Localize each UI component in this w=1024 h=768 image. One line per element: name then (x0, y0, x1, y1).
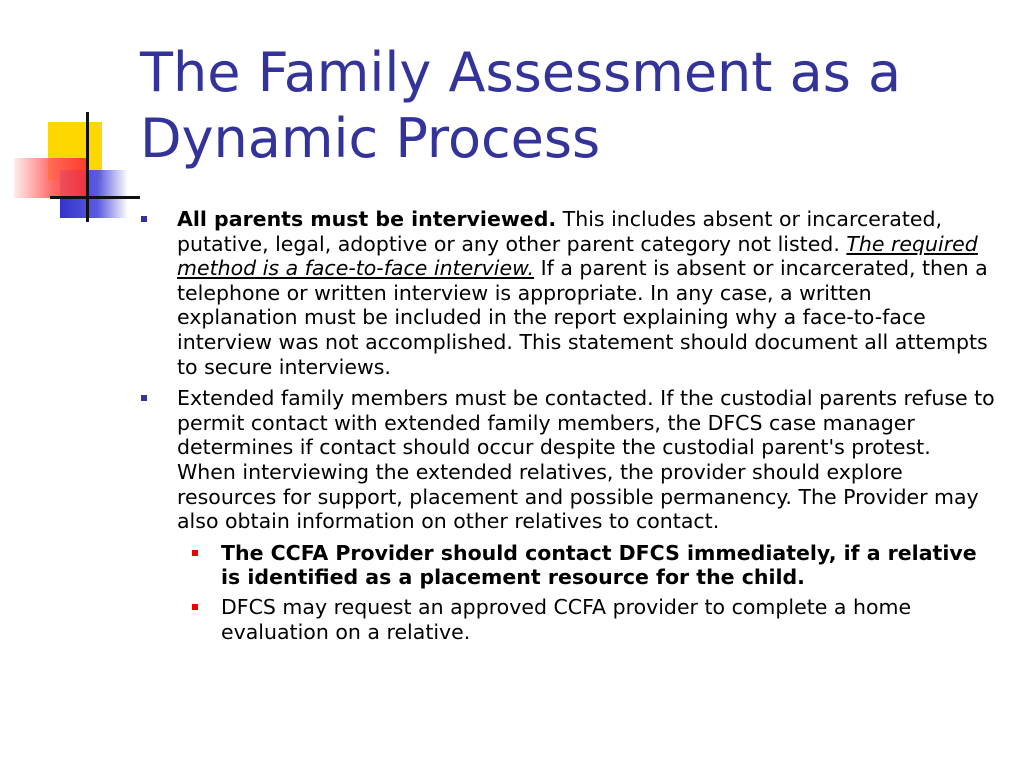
horizontal-line (50, 196, 140, 199)
vertical-line (86, 112, 89, 222)
red-square-bullet-icon (192, 604, 198, 610)
bullet-text: If a parent is absent or incarcerated, then a telephone or written interview is appropriate. In any case, a written explanation must be included in the report explaining why a face-to-face interview was not accomplished. This statement should document all attempts to secure interviews. (177, 256, 988, 379)
slide-title: The Family Assessment as a Dynamic Process (140, 41, 902, 170)
slide-body (140, 207, 996, 649)
sub-bullet-text: DFCS may request an approved CCFA provider to complete a home evaluation on a relative. (221, 594, 912, 644)
red-square (14, 158, 86, 198)
bullet-emphasis: The required method is a face-to-face interview. (177, 231, 978, 281)
square-bullet-icon (141, 395, 147, 401)
bullet-text: This includes absent or incarcerated, putative, legal, adoptive or any other parent category not listed. (177, 207, 943, 256)
bullet-lead-bold: All parents must be interviewed. (177, 207, 557, 231)
sub-bullet-text: The CCFA Provider should contact DFCS immediately, if a relative is identified as a placement resource for the child. (221, 540, 977, 590)
sub-bullet-contact-dfcs (140, 541, 996, 590)
bullet-parents-interviewed (140, 207, 996, 379)
square-bullet-icon (141, 216, 147, 222)
sub-bullet-home-evaluation (140, 595, 996, 644)
bullet-text: Extended family members must be contacted. If the custodial parents refuse to permit contact with extended family members, the DFCS case manager determines if contact should occur despite the custodial parent's protest. When interviewing the extended relatives, the provider should explore resources for support, placement and possible permanency. The Provider may also obtain information on other relatives to contact. (177, 386, 995, 534)
bullet-extended-family (140, 386, 996, 534)
decorative-squares-logo (0, 0, 150, 240)
red-square-bullet-icon (192, 550, 198, 556)
